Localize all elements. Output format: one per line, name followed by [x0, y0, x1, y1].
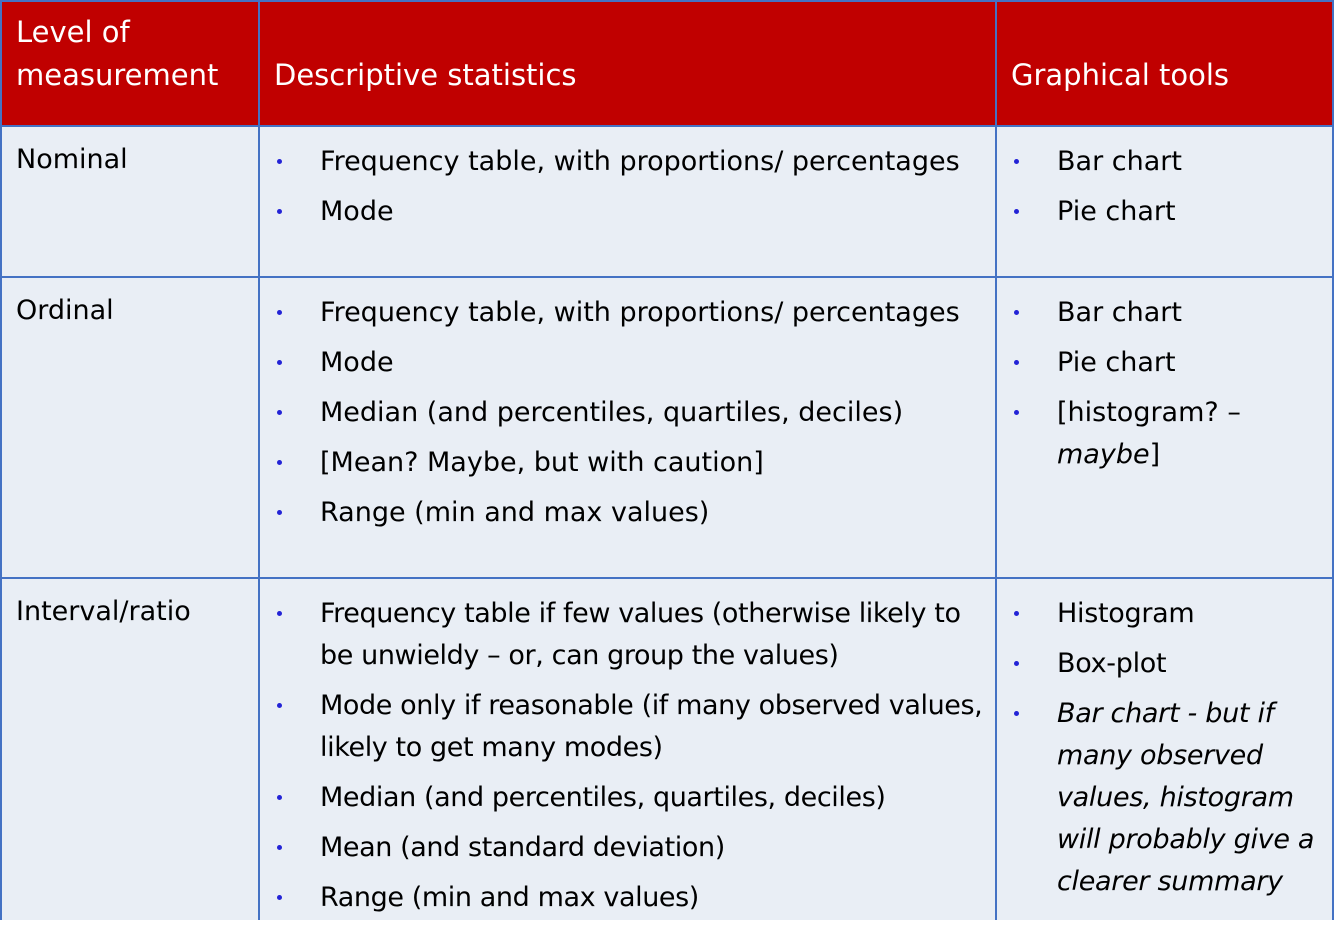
- level-label: Ordinal: [16, 295, 114, 326]
- table-header-row: [2, 2, 1332, 127]
- list-item: Histogram: [997, 593, 1332, 635]
- list-item: Mode: [260, 342, 995, 384]
- graphical-cell: [995, 127, 1332, 276]
- table-row-nominal: [2, 127, 1332, 278]
- bullet-icon: [277, 209, 282, 214]
- header-level-label: Level of measurement: [16, 15, 219, 92]
- descriptive-list: [260, 593, 995, 927]
- list-item: Range (min and max values): [260, 877, 995, 919]
- bullet-icon: [1014, 410, 1019, 415]
- descriptive-list: [260, 141, 995, 241]
- list-item: Bar chart - but if many observed values, histogram will probably give a clearer summary: [997, 693, 1332, 903]
- header-cell-graphical: [995, 2, 1332, 125]
- list-item: Mean (and standard deviation): [260, 827, 995, 869]
- header-cell-level: [2, 2, 258, 125]
- list-item: Range (min and max values): [260, 492, 995, 534]
- header-descriptive-label: Descriptive statistics: [274, 58, 577, 92]
- bullet-icon: [277, 159, 282, 164]
- graphical-list: [997, 292, 1332, 484]
- bullet-icon: [277, 410, 282, 415]
- list-item: Median (and percentiles, quartiles, deciles): [260, 777, 995, 819]
- graphical-cell: [995, 278, 1332, 577]
- list-item: Pie chart: [997, 191, 1332, 233]
- level-cell: [2, 579, 258, 920]
- list-item: Bar chart: [997, 292, 1332, 334]
- list-item: Mode: [260, 191, 995, 233]
- level-label: Interval/ratio: [16, 596, 191, 627]
- bullet-icon: [277, 360, 282, 365]
- bullet-icon: [277, 845, 282, 850]
- bullet-icon: [1014, 159, 1019, 164]
- descriptive-cell: [258, 127, 995, 276]
- bullet-icon: [1014, 711, 1019, 716]
- graphical-cell: [995, 579, 1332, 920]
- list-item: [Mean? Maybe, but with caution]: [260, 442, 995, 484]
- bullet-icon: [277, 703, 282, 708]
- bullet-icon: [1014, 360, 1019, 365]
- bullet-icon: [277, 510, 282, 515]
- header-cell-descriptive: [258, 2, 995, 125]
- list-item: Frequency table if few values (otherwise likely to be unwieldy – or, can group the values): [260, 593, 995, 677]
- table-row-ordinal: [2, 278, 1332, 579]
- list-item: Median (and percentiles, quartiles, deciles): [260, 392, 995, 434]
- list-item: Frequency table, with proportions/ percentages: [260, 292, 995, 334]
- bullet-icon: [1014, 611, 1019, 616]
- bullet-icon: [1014, 310, 1019, 315]
- list-item: Pie chart: [997, 342, 1332, 384]
- bullet-icon: [277, 460, 282, 465]
- bullet-icon: [1014, 661, 1019, 666]
- descriptive-cell: [258, 278, 995, 577]
- descriptive-list: [260, 292, 995, 542]
- bullet-icon: [277, 310, 282, 315]
- header-graphical-label: Graphical tools: [1011, 58, 1230, 92]
- bullet-icon: [277, 795, 282, 800]
- level-label: Nominal: [16, 144, 128, 175]
- graphical-list: [997, 593, 1332, 911]
- level-cell: [2, 278, 258, 577]
- bullet-icon: [277, 895, 282, 900]
- list-item: Bar chart: [997, 141, 1332, 183]
- list-item: Frequency table, with proportions/ percentages: [260, 141, 995, 183]
- list-item: Box-plot: [997, 643, 1332, 685]
- bullet-icon: [1014, 209, 1019, 214]
- graphical-list: [997, 141, 1332, 241]
- list-item: [histogram? – maybe]: [997, 392, 1332, 476]
- table-row-interval-ratio: [2, 579, 1332, 920]
- level-cell: [2, 127, 258, 276]
- descriptive-cell: [258, 579, 995, 920]
- bullet-icon: [277, 611, 282, 616]
- list-item: Mode only if reasonable (if many observed values, likely to get many modes): [260, 685, 995, 769]
